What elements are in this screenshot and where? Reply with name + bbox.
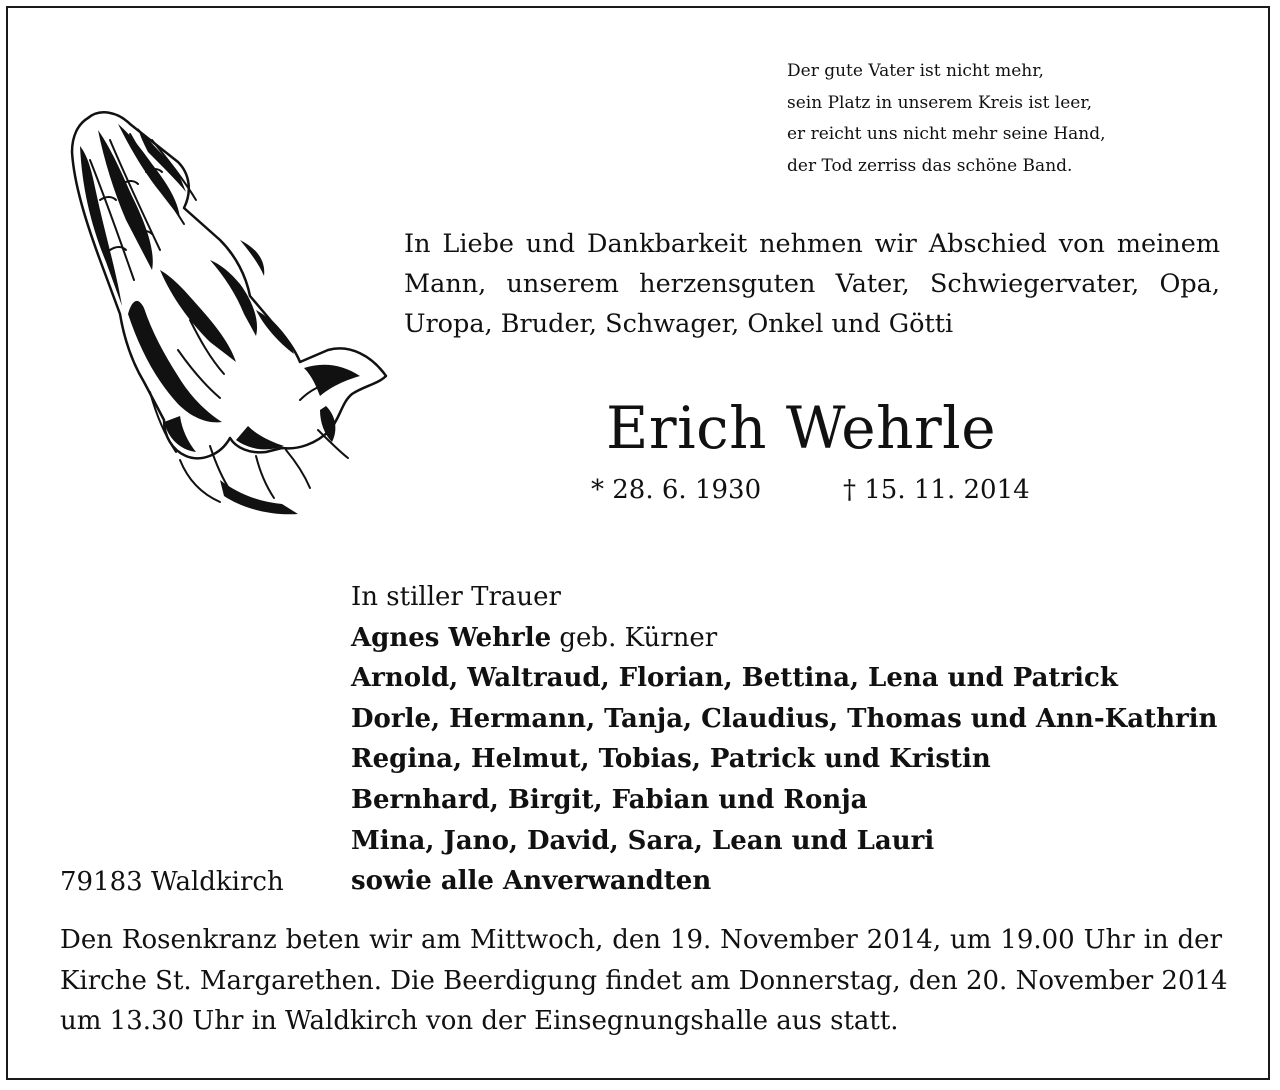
family-line <box>351 780 1231 821</box>
widow-line <box>351 618 1231 659</box>
poem <box>787 56 1207 182</box>
family-names: Regina, Helmut, Tobias, Patrick und Kristin <box>351 744 991 775</box>
notice-line: Den Rosenkranz beten wir am Mittwoch, den 19. November 2014, um 19.00 Uhr in der <box>60 925 1222 955</box>
family-names: Mina, Jano, David, Sara, Lean und Lauri <box>351 825 935 856</box>
family-line <box>351 821 1231 862</box>
family-names: Dorle, Hermann, Tanja, Claudius, Thomas und Ann-Kathrin <box>351 703 1218 734</box>
farewell-intro <box>404 224 1220 344</box>
praying-hands-icon <box>60 100 390 525</box>
family-line <box>351 739 1231 780</box>
family-line <box>351 658 1231 699</box>
poem-line: der Tod zerriss das schöne Band. <box>787 155 1073 176</box>
intro-line: Uropa, Bruder, Schwager, Onkel und Götti <box>404 309 954 339</box>
mourners-list <box>351 577 1231 902</box>
deceased-name: Erich Wehrle <box>606 394 997 462</box>
family-line <box>351 699 1231 740</box>
poem-line: Der gute Vater ist nicht mehr, <box>787 61 1044 81</box>
city-line: 79183 Waldkirch <box>60 867 284 897</box>
poem-line: er reicht uns nicht mehr seine Hand, <box>787 124 1106 144</box>
widow-name: Agnes Wehrle <box>351 622 552 653</box>
poem-line: sein Platz in unserem Kreis ist leer, <box>787 92 1093 113</box>
family-line <box>351 861 1231 902</box>
intro-line: In Liebe und Dankbarkeit nehmen wir Abschied von meinem <box>404 229 1220 259</box>
death-date: † 15. 11. 2014 <box>843 475 1030 505</box>
mourning-heading: In stiller Trauer <box>351 582 561 612</box>
notice-line: Kirche St. Margarethen. Die Beerdigung findet am Donnerstag, den 20. November 2014 <box>60 965 1228 996</box>
family-names: Bernhard, Birgit, Fabian und Ronja <box>351 784 868 815</box>
family-names: Arnold, Waltraud, Florian, Bettina, Lena und Patrick <box>351 663 1118 694</box>
service-notice <box>60 920 1228 1042</box>
intro-line: Mann, unserem herzensguten Vater, Schwiegervater, Opa, <box>404 269 1220 299</box>
family-names: sowie alle Anverwandten <box>351 866 712 897</box>
birth-date: * 28. 6. 1930 <box>591 475 762 505</box>
notice-line: um 13.30 Uhr in Waldkirch von der Einsegnungshalle aus statt. <box>60 1006 899 1036</box>
widow-maiden-name: geb. Kürner <box>551 622 718 653</box>
